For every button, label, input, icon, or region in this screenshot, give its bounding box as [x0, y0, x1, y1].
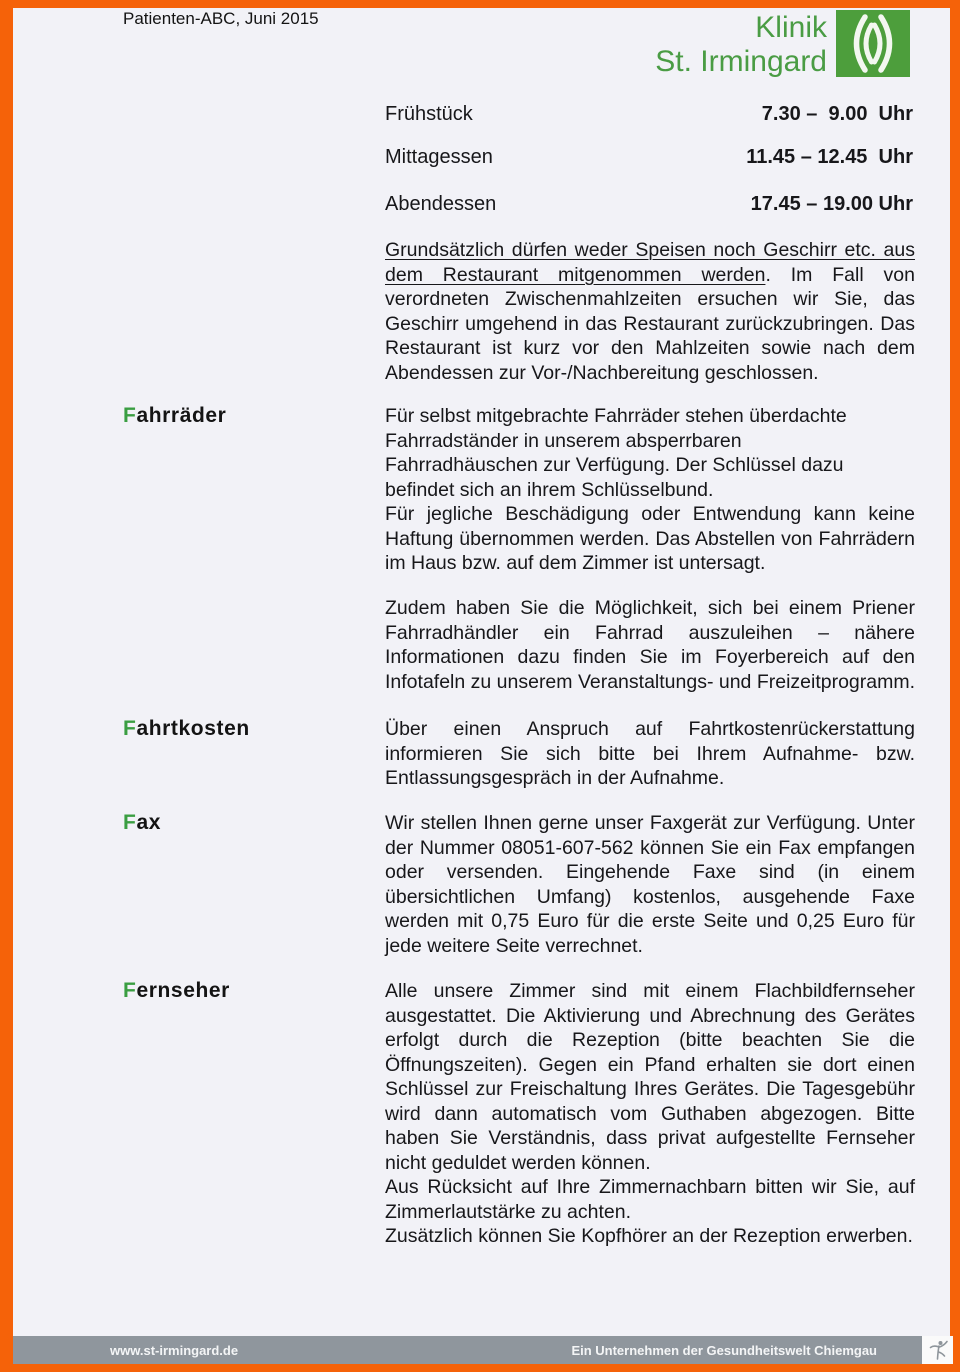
heading-initial: F — [123, 717, 137, 740]
meal-label: Abendessen — [385, 193, 497, 215]
clinic-logo-text — [655, 10, 827, 79]
fahrraeder-paragraph-2: Für jegliche Beschädigung oder Entwendung kann keine Haftung übernommen werden. Das Abstellen von Fahrrädern im Haus bzw. auf dem Zimmer ist untersagt. — [385, 503, 915, 574]
intro-rest: . Im Fall von verordneten Zwischenmahlzeiten ersuchen wir Sie, das Geschirr umgehend in das Restaurant zurückzubringen. Das Restaurant ist kurz vor den Mahlzeiten sowie nach dem Abendessen zur Vor-/Nachbereitung geschlossen. — [385, 263, 915, 384]
meal-label: Mittagessen — [385, 146, 493, 168]
heading-initial: F — [123, 404, 137, 427]
page-border-top — [0, 0, 960, 8]
fernseher-paragraph-1: Alle unsere Zimmer sind mit einem Flachbildfernseher ausgestattet. Die Aktivierung und Abrechnung des Gerätes erfolgt durch die Rezeption (bitte beachten Sie die Öffnungszeiten). Gegen ein Pfand erhalten sie dort einen Schlüssel zur Freischaltung Ihres Gerätes. Die Tagesgebühr wird dann automatisch vom Guthaben abgezogen. Bitte haben Sie Verständnis, dass privat aufgestellte Fernseher nicht geduldet werden können. — [385, 980, 915, 1174]
fernseher-paragraph-2: Aus Rücksicht auf Ihre Zimmernachbarn bitten wir Sie, auf Zimmerlautstärke zu achten. — [385, 1176, 915, 1223]
header-date: Patienten-ABC, Juni 2015 — [123, 9, 319, 28]
section-body-fernseher — [385, 979, 915, 1249]
fahrtkosten-paragraph: Über einen Anspruch auf Fahrtkostenrückerstattung informieren Sie sich bitte bei Ihrem Aufnahme- bzw. Entlassungsgespräch in der Aufnahme. — [385, 718, 915, 789]
footer-tagline: Ein Unternehmen der Gesundheitswelt Chiemgau — [571, 1342, 877, 1358]
dancing-figure-icon — [926, 1338, 950, 1362]
meal-time: 17.45 – 19.00 Uhr — [750, 193, 913, 215]
page-border-bottom — [0, 1364, 960, 1372]
page-border-right — [950, 0, 960, 1372]
section-heading-fernseher — [123, 979, 230, 1003]
fax-paragraph: Wir stellen Ihnen gerne unser Faxgerät zur Verfügung. Unter der Nummer 08051-607-562 können Sie ein Fax empfangen oder versenden. Eingehende Faxe sind (in einem übersichtlichen Umfang) kostenlos, ausgehende Faxe werden mit 0,75 Euro für die erste Seite und 0,25 Euro für jede weitere Seite verrechnet. — [385, 812, 915, 957]
footer-bar — [13, 1336, 950, 1364]
meal-row-lunch — [385, 146, 913, 169]
fahrraeder-paragraph-1: Für selbst mitgebrachte Fahrräder stehen überdachte Fahrradständer in unserem absperrbaren Fahrradhäuschen zur Verfügung. Der Schlüssel dazu befindet sich an ihrem Schlüsselbund. — [385, 405, 847, 501]
meal-row-dinner — [385, 193, 913, 216]
nested-parentheses-icon — [836, 10, 910, 77]
section-heading-fahrtkosten — [123, 717, 250, 741]
logo-line1: Klinik — [755, 11, 827, 44]
intro-underlined-sentence: Grundsätzlich dürfen weder Speisen noch Geschirr etc. aus dem Restaurant mitgenommen werden — [385, 239, 915, 286]
meal-time: 7.30 – 9.00 Uhr — [761, 103, 913, 125]
footer-website: www.st-irmingard.de — [110, 1342, 239, 1358]
fernseher-paragraph-3: Zusätzlich können Sie Kopfhörer an der Rezeption erwerben. — [385, 1225, 913, 1247]
heading-initial: F — [123, 811, 137, 834]
heading-rest: ax — [136, 811, 161, 834]
section-heading-fax — [123, 811, 161, 835]
logo-line2: St. Irmingard — [655, 45, 827, 78]
heading-rest: ahrräder — [136, 404, 227, 427]
fahrraeder-paragraph-3: Zudem haben Sie die Möglichkeit, sich bei einem Priener Fahrradhändler ein Fahrrad auszuleihen – nähere Informationen dazu finden Sie im Foyerbereich auf den Infotafeln zu unserem Veranstaltungs- und Freizeitprogramm. — [385, 597, 916, 693]
meal-time: 11.45 – 12.45 Uhr — [746, 146, 913, 168]
meal-label: Frühstück — [385, 103, 473, 125]
clinic-logo-icon — [836, 10, 910, 77]
page-border-left — [0, 0, 13, 1372]
meal-row-breakfast — [385, 103, 913, 126]
intro-paragraph — [385, 238, 915, 385]
section-heading-fahrraeder — [123, 404, 226, 428]
heading-rest: ahrtkosten — [136, 717, 250, 740]
gesundheitswelt-logo — [922, 1336, 953, 1364]
heading-initial: F — [123, 979, 137, 1002]
heading-rest: ernseher — [136, 979, 230, 1002]
section-body-fahrraeder — [385, 404, 915, 576]
clinic-logo — [655, 10, 910, 79]
